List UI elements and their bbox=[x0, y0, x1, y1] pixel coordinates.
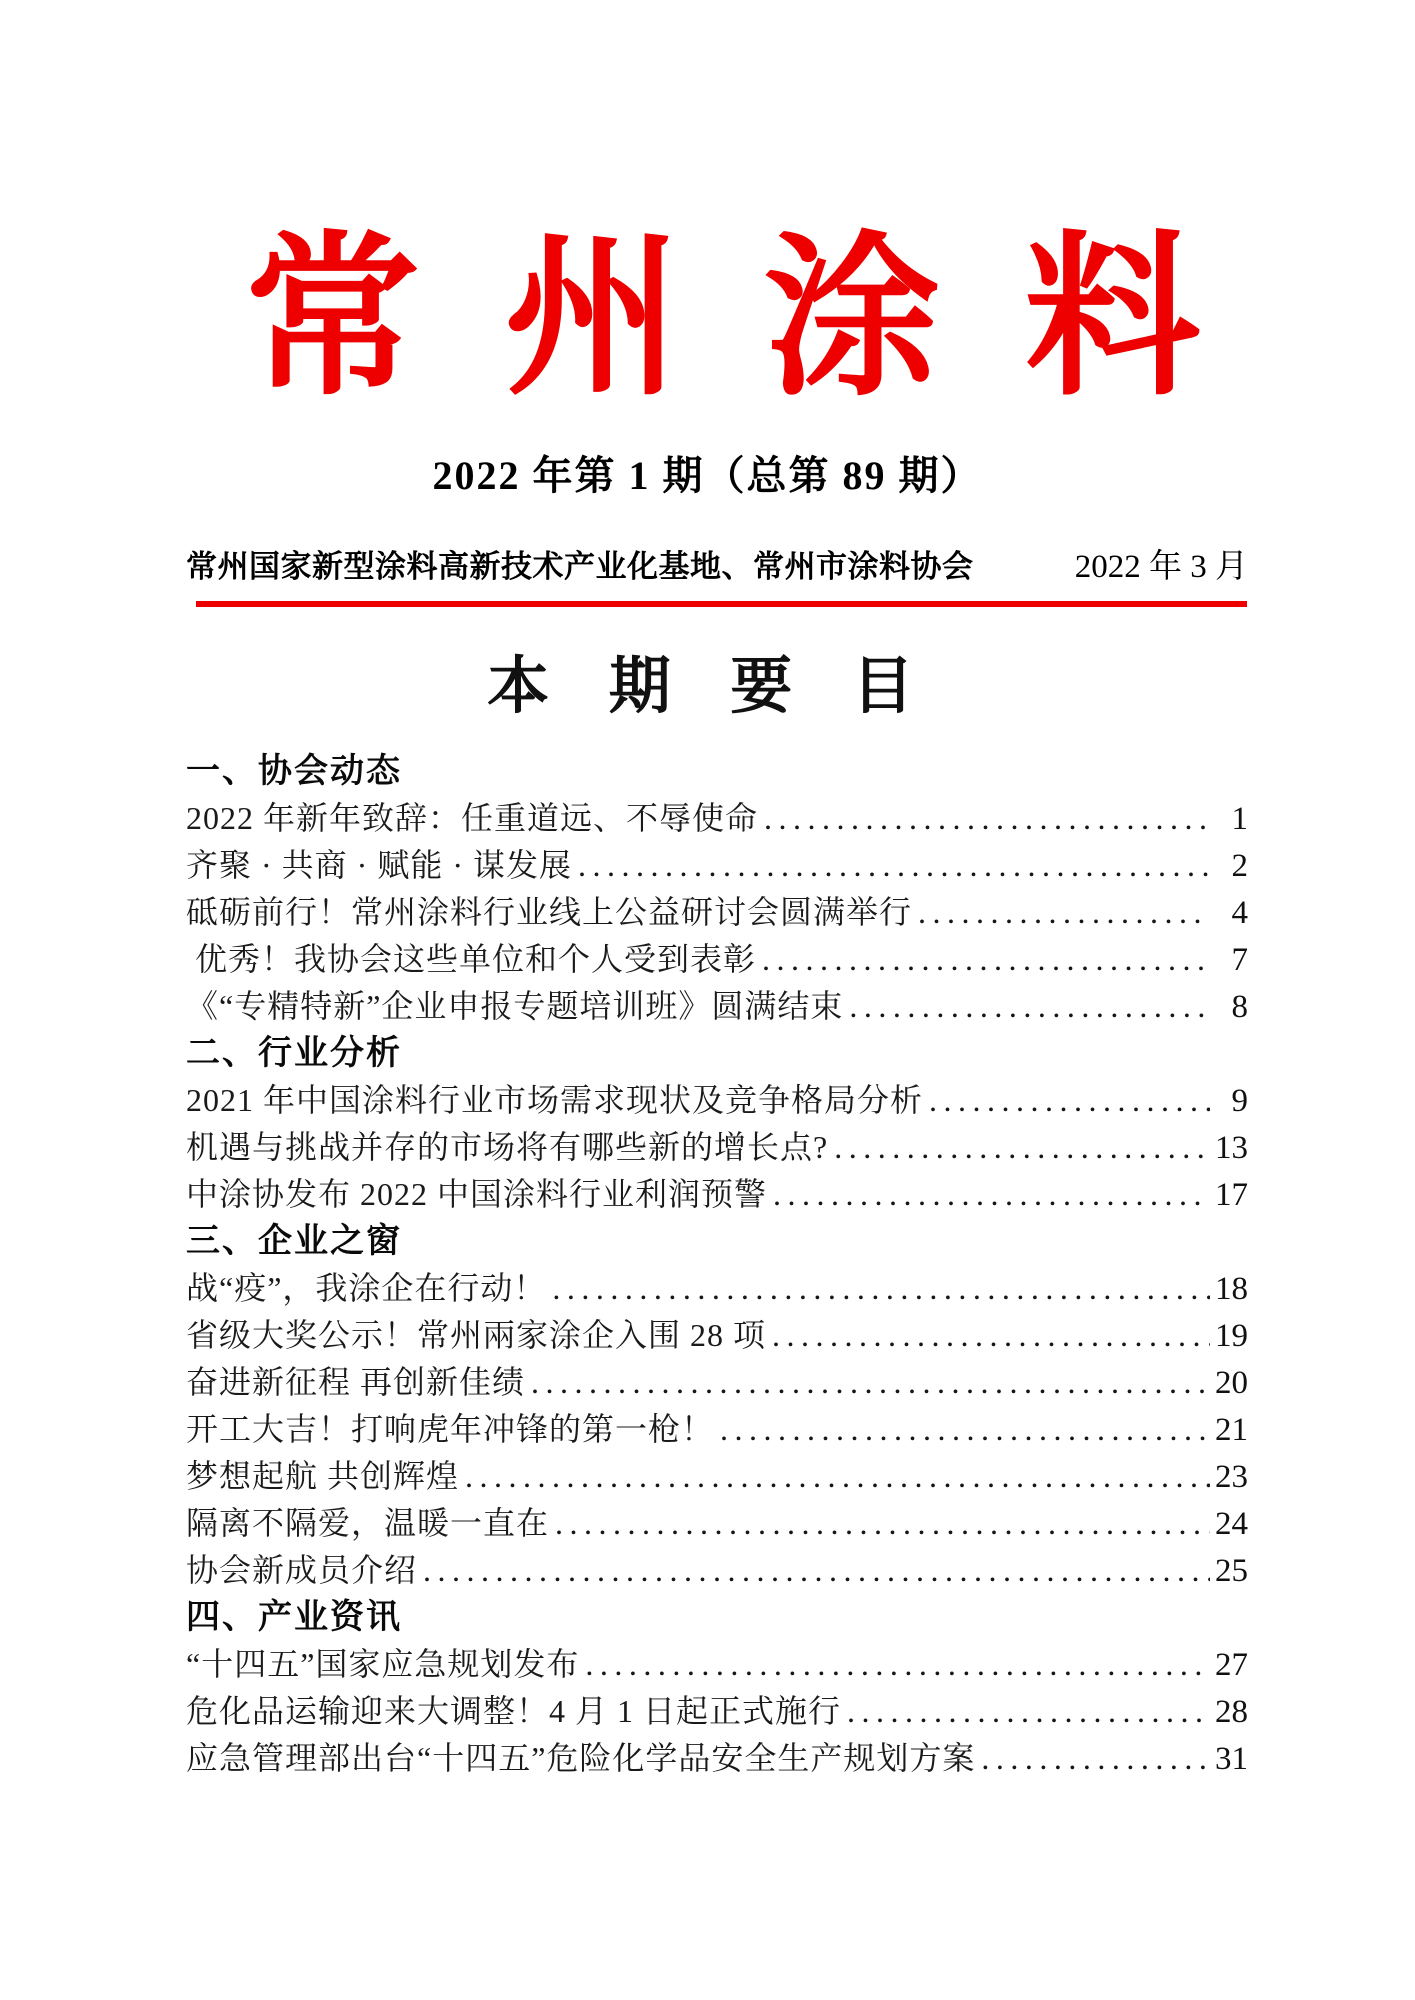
toc-entry bbox=[186, 1641, 1248, 1688]
toc-entry-title: 省级大奖公示！常州兩家涂企入围 28 项 bbox=[186, 1317, 767, 1354]
toc-section-label-2: 二、行业分析 bbox=[186, 1033, 402, 1074]
toc-leader-dots bbox=[423, 1547, 1210, 1600]
toc-entry-title: 奋进新征程 再创新佳绩 bbox=[186, 1364, 526, 1401]
toc-entry bbox=[186, 936, 1248, 983]
toc-entry bbox=[186, 983, 1248, 1030]
toc-entry-title: 应急管理部出台“十四五”危险化学品安全生产规划方案 bbox=[186, 1740, 976, 1777]
toc-section-header bbox=[186, 1030, 1248, 1077]
toc-entry-page: 24 bbox=[1215, 1506, 1248, 1543]
publisher-row bbox=[186, 540, 1248, 587]
toc-entry-page: 17 bbox=[1215, 1177, 1248, 1214]
toc-entry-page: 23 bbox=[1215, 1459, 1248, 1496]
toc-leader-dots bbox=[552, 1265, 1210, 1318]
toc-section-header bbox=[186, 748, 1248, 795]
red-divider-rule bbox=[196, 601, 1247, 607]
toc-leader-dots bbox=[847, 1688, 1210, 1741]
toc-leader-dots bbox=[918, 889, 1210, 942]
toc-entry bbox=[186, 1688, 1248, 1735]
toc-entry-page: 4 bbox=[1231, 895, 1248, 932]
toc-section-label-4: 四、产业资讯 bbox=[186, 1597, 402, 1638]
table-of-contents bbox=[186, 748, 1248, 1782]
toc-entry bbox=[186, 1500, 1248, 1547]
toc-entry-page: 1 bbox=[1231, 801, 1248, 838]
toc-entry-page: 7 bbox=[1231, 942, 1248, 979]
toc-entry bbox=[186, 1547, 1248, 1594]
toc-entry-title: 齐聚 · 共商 · 赋能 · 谋发展 bbox=[186, 847, 572, 884]
toc-leader-dots bbox=[762, 936, 1210, 989]
newsletter-title: 常州涂料 bbox=[244, 222, 1285, 417]
toc-section-header bbox=[186, 1594, 1248, 1641]
toc-entry bbox=[186, 842, 1248, 889]
toc-leader-dots bbox=[773, 1171, 1210, 1224]
toc-entry bbox=[186, 1359, 1248, 1406]
toc-entry bbox=[186, 1406, 1248, 1453]
toc-entry-page: 21 bbox=[1215, 1412, 1248, 1449]
toc-entry-title: 隔离不隔爱，温暖一直在 bbox=[186, 1505, 550, 1542]
toc-entry-title: 协会新成员介绍 bbox=[186, 1552, 418, 1589]
toc-entry-page: 2 bbox=[1231, 848, 1248, 885]
toc-entry bbox=[186, 1077, 1248, 1124]
toc-leader-dots bbox=[772, 1312, 1210, 1365]
toc-section-label-1: 一、协会动态 bbox=[186, 751, 402, 792]
toc-entry-title: 《“专精特新”企业申报专题培训班》圆满结束 bbox=[186, 988, 844, 1025]
toc-leader-dots bbox=[849, 983, 1210, 1036]
toc-entry-title: 战“疫”，我涂企在行动！ bbox=[186, 1270, 547, 1307]
toc-leader-dots bbox=[555, 1500, 1210, 1553]
toc-entry-title: 2021 年中国涂料行业市场需求现状及竞争格局分析 bbox=[186, 1082, 924, 1119]
toc-section-header bbox=[186, 1218, 1248, 1265]
toc-entry bbox=[186, 1265, 1248, 1312]
toc-entry-page: 25 bbox=[1215, 1553, 1248, 1590]
toc-entry bbox=[186, 1735, 1248, 1782]
toc-entry-title: 中涂协发布 2022 中国涂料行业利润预警 bbox=[186, 1176, 768, 1213]
toc-entry-page: 18 bbox=[1215, 1271, 1248, 1308]
toc-entry-page: 9 bbox=[1231, 1083, 1248, 1120]
toc-entry-page: 31 bbox=[1215, 1741, 1248, 1778]
toc-entry-title: 砥砺前行！常州涂料行业线上公益研讨会圆满举行 bbox=[186, 894, 913, 931]
toc-entry bbox=[186, 1312, 1248, 1359]
toc-entry-title: 危化品运输迎来大调整！4 月 1 日起正式施行 bbox=[186, 1693, 842, 1730]
toc-heading: 本 期 要 目 bbox=[487, 649, 928, 722]
toc-entry bbox=[186, 1453, 1248, 1500]
toc-entry-title: 优秀！我协会这些单位和个人受到表彰 bbox=[186, 941, 757, 978]
toc-entry-page: 13 bbox=[1215, 1130, 1248, 1167]
toc-entry bbox=[186, 1124, 1248, 1171]
toc-entry-title: 机遇与挑战并存的市场将有哪些新的增长点? bbox=[186, 1129, 829, 1166]
toc-entry-title: 2022 年新年致辞：任重道远、不辱使命 bbox=[186, 800, 759, 837]
toc-entry-page: 27 bbox=[1215, 1647, 1248, 1684]
toc-leader-dots bbox=[981, 1735, 1210, 1788]
publisher-name: 常州国家新型涂料高新技术产业化基地、常州市涂料协会 bbox=[186, 549, 974, 584]
toc-entry-page: 8 bbox=[1231, 989, 1248, 1026]
toc-leader-dots bbox=[929, 1077, 1210, 1130]
toc-entry bbox=[186, 1171, 1248, 1218]
issue-number-line: 2022 年第 1 期（总第 89 期） bbox=[432, 453, 983, 498]
toc-entry-title: “十四五”国家应急规划发布 bbox=[186, 1646, 580, 1683]
toc-leader-dots bbox=[531, 1359, 1210, 1412]
toc-entry bbox=[186, 889, 1248, 936]
toc-leader-dots bbox=[465, 1453, 1210, 1506]
toc-entry-page: 20 bbox=[1215, 1365, 1248, 1402]
toc-leader-dots bbox=[834, 1124, 1210, 1177]
toc-entry-title: 开工大吉！打响虎年冲锋的第一枪！ bbox=[186, 1411, 715, 1448]
toc-entry-page: 28 bbox=[1215, 1694, 1248, 1731]
toc-leader-dots bbox=[578, 842, 1210, 895]
toc-leader-dots bbox=[764, 795, 1210, 848]
issue-date: 2022 年 3 月 bbox=[1074, 549, 1248, 585]
toc-entry-page: 19 bbox=[1215, 1318, 1248, 1355]
toc-section-label-3: 三、企业之窗 bbox=[186, 1221, 402, 1262]
toc-leader-dots bbox=[720, 1406, 1210, 1459]
toc-entry bbox=[186, 795, 1248, 842]
toc-entry-title: 梦想起航 共创辉煌 bbox=[186, 1458, 460, 1495]
toc-leader-dots bbox=[585, 1641, 1210, 1694]
